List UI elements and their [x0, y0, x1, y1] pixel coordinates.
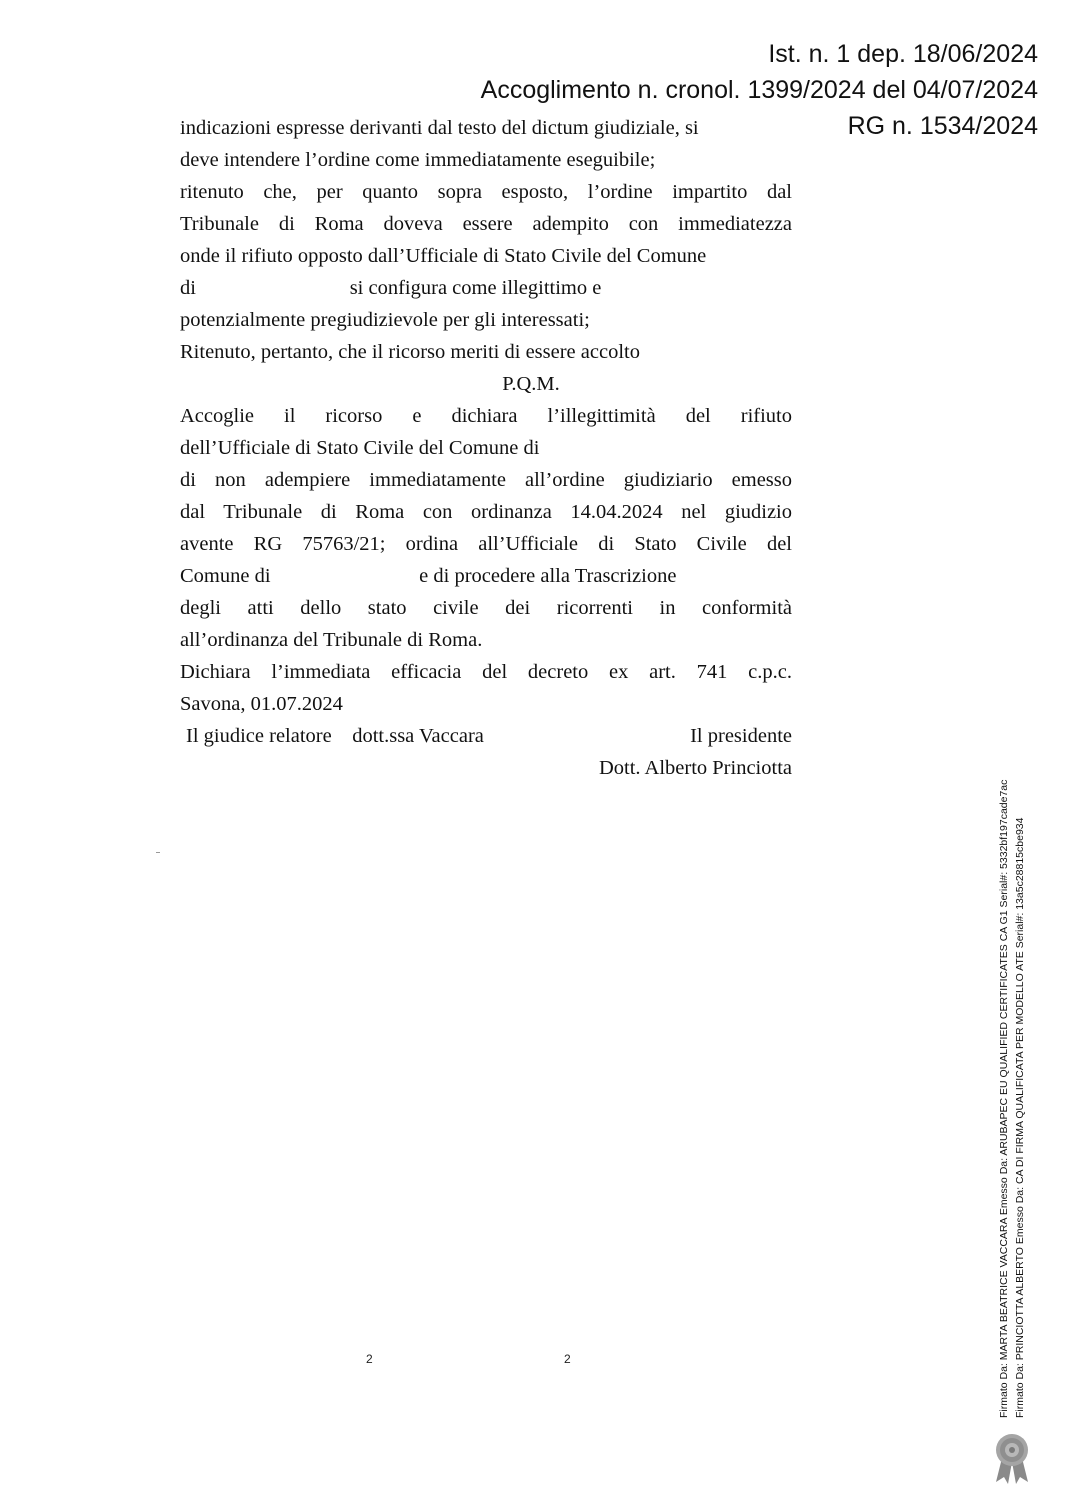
body-line: Comune di e di procedere alla Trascrizione	[180, 565, 677, 587]
judge-rapporteur: Il giudice relatore dott.ssa Vaccara	[186, 725, 484, 747]
body-line: avente RG 75763/21; ordina all’Ufficiale di Stato Civile del	[180, 533, 792, 555]
chronology-stamp: Accoglimento n. cronol. 1399/2024 del 04/07/2024	[480, 76, 1038, 104]
signature-row	[180, 720, 792, 752]
body-line: potenzialmente pregiudizievole per gli interessati;	[180, 309, 590, 331]
pqm-heading: P.Q.M.	[502, 373, 560, 395]
body-line: ritenuto che, per quanto sopra esposto, l’ordine impartito dal	[180, 181, 792, 203]
digital-signature-vaccara: Firmato Da: MARTA BEATRICE VACCARA Emesso Da: ARUBAPEC EU QUALIFIED CERTIFICATES CA G1 Serial#: 5332bf197cade7ac	[998, 779, 1010, 1418]
body-line: Dichiara l’immediata efficacia del decreto ex art. 741 c.p.c.	[180, 661, 792, 683]
body-line: Tribunale di Roma doveva essere adempito con immediatezza	[180, 213, 792, 235]
body-line: all’ordinanza del Tribunale di Roma.	[180, 629, 483, 651]
body-line: dal Tribunale di Roma con ordinanza 14.04.2024 nel giudizio	[180, 501, 792, 523]
deposit-stamp: Ist. n. 1 dep. 18/06/2024	[768, 40, 1038, 68]
body-line: di non adempiere immediatamente all’ordine giudiziario emesso	[180, 469, 792, 491]
body-line: onde il rifiuto opposto dall’Ufficiale di Stato Civile del Comune	[180, 245, 707, 267]
body-line: deve intendere l’ordine come immediatamente eseguibile;	[180, 149, 656, 171]
body-line: Accoglie il ricorso e dichiara l’illegittimità del rifiuto	[180, 405, 792, 427]
body-line: Ritenuto, pertanto, che il ricorso meriti di essere accolto	[180, 341, 640, 363]
decree-body	[180, 112, 792, 784]
scan-speck	[156, 852, 160, 853]
page-number: 2	[366, 1352, 373, 1366]
body-line: degli atti dello stato civile dei ricorrenti in conformità	[180, 597, 792, 619]
digital-signature-princiotta: Firmato Da: PRINCIOTTA ALBERTO Emesso Da: CA DI FIRMA QUALIFICATA PER MODELLO ATE Serial#: 13a5c28815cbe934	[1014, 817, 1026, 1418]
body-line: indicazioni espresse derivanti dal testo del dictum giudiziale, si	[180, 117, 699, 139]
rg-number-stamp: RG n. 1534/2024	[847, 112, 1038, 140]
president-name: Dott. Alberto Princiotta	[598, 757, 792, 779]
president-title: Il presidente	[690, 725, 792, 747]
certification-seal-icon	[990, 1432, 1034, 1484]
body-line: dell’Ufficiale di Stato Civile del Comune di	[180, 437, 540, 459]
body-line: di si configura come illegittimo e	[180, 277, 602, 299]
date-line: Savona, 01.07.2024	[180, 693, 343, 715]
page-number: 2	[564, 1352, 571, 1366]
